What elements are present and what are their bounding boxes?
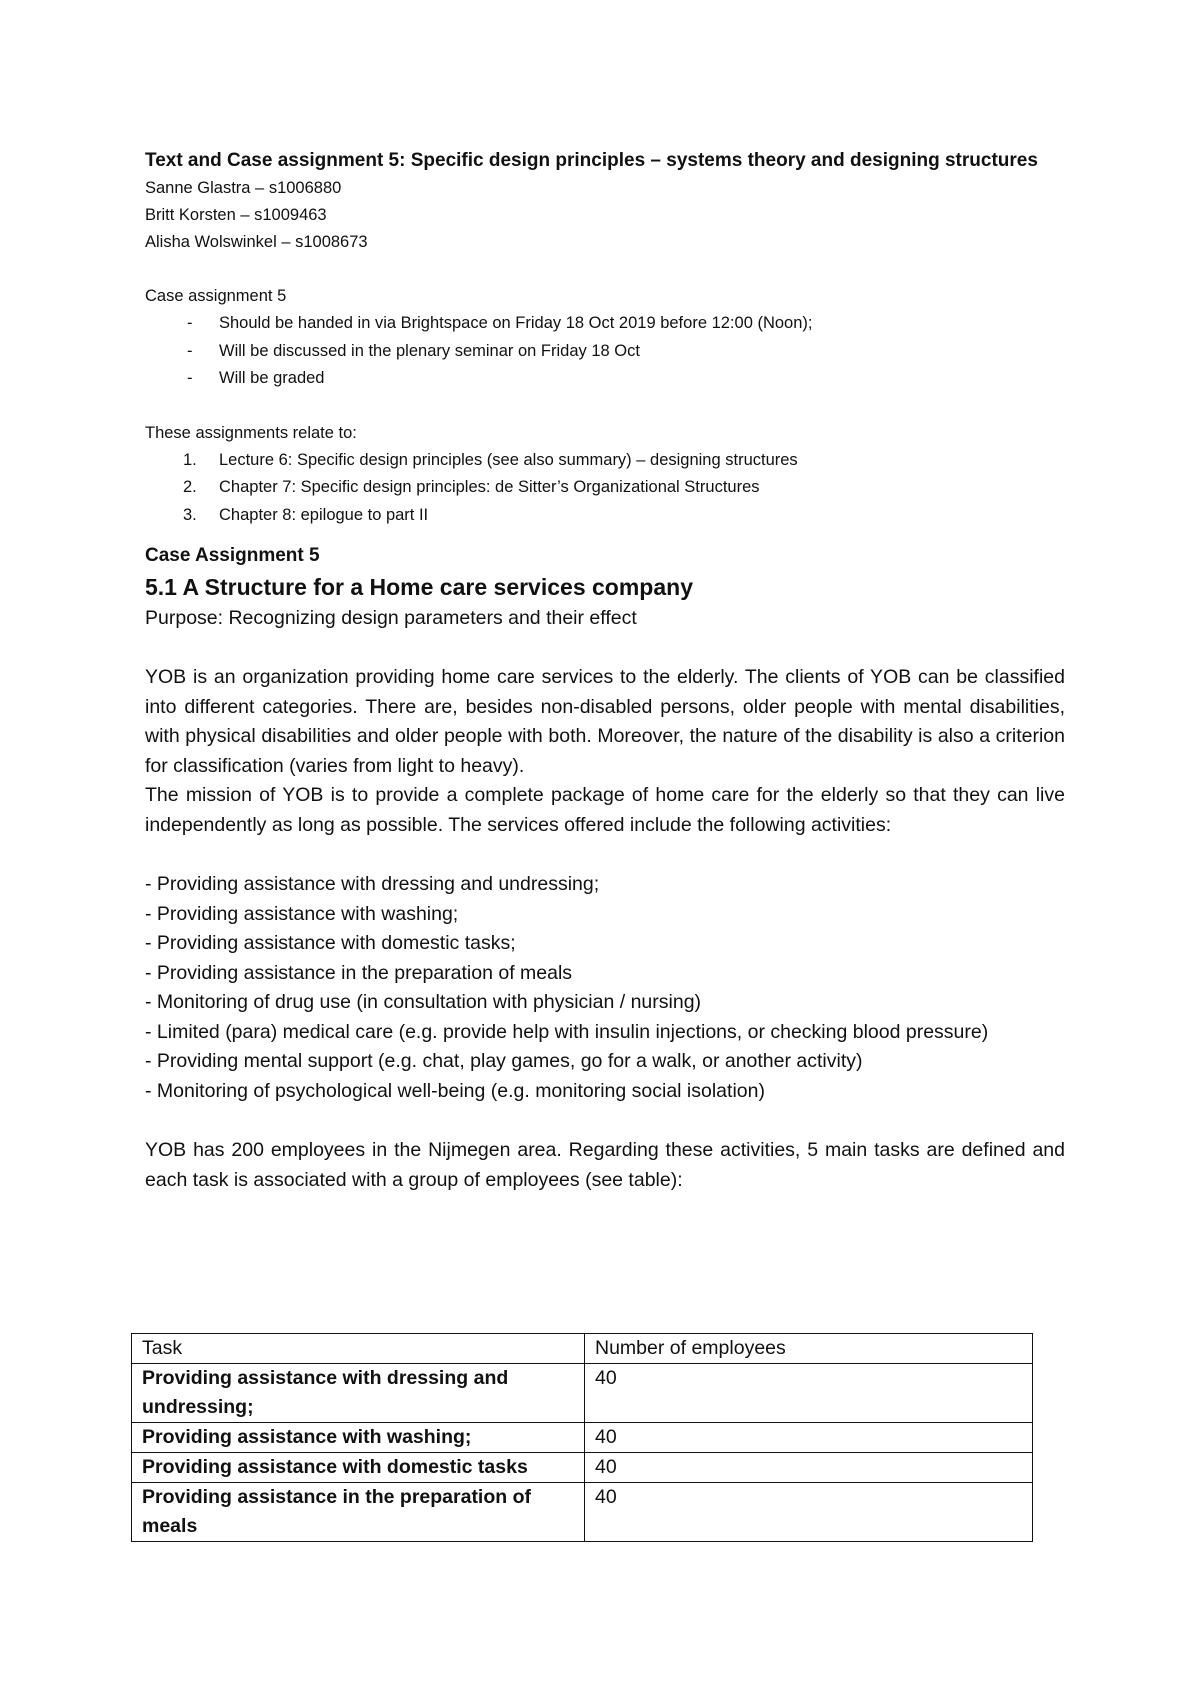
table-header-row <box>132 1334 1033 1364</box>
list-item: - Will be graded <box>145 365 1065 393</box>
relates-list <box>145 447 1065 530</box>
case-info-label: Case assignment 5 <box>145 287 287 305</box>
case-info-list <box>145 310 1065 393</box>
task-cell: Providing assistance in the preparation of meals <box>132 1483 585 1542</box>
relates-label: These assignments relate to: <box>145 423 357 442</box>
count-cell: 40 <box>585 1423 1033 1453</box>
column-header-task: Task <box>132 1334 585 1364</box>
paragraph-mission: The mission of YOB is to provide a complete package of home care for the elderly so that they can live independently as long as possible. The services offered include the following activities: <box>145 784 1065 836</box>
case-heading: Case Assignment 5 <box>145 545 320 566</box>
list-item: - Providing assistance with washing; <box>145 902 459 925</box>
purpose-line: Purpose: Recognizing design parameters and their effect <box>145 607 637 629</box>
count-cell: 40 <box>585 1364 1033 1423</box>
column-header-employees: Number of employees <box>585 1334 1033 1364</box>
author-2: Britt Korsten – s1009463 <box>145 206 327 224</box>
list-item: - Monitoring of psychological well-being (e.g. monitoring social isolation) <box>145 1079 765 1102</box>
document-page <box>145 146 1065 1195</box>
list-item: - Limited (para) medical care (e.g. provide help with insulin injections, or checking blood pressure) <box>145 1020 989 1043</box>
paragraph-clients: YOB is an organization providing home care services to the elderly. The clients of YOB can be classified into different categories. There are, besides non-disabled persons, older people with mental disabilities, with physical disabilities and older people with both. Moreover, the nature of the disability is also a criterion for classification (varies from light to heavy). <box>145 666 1065 777</box>
activities-list <box>145 870 1065 1106</box>
tasks-table <box>131 1333 1033 1542</box>
count-cell: 40 <box>585 1483 1033 1542</box>
paragraph-employees: YOB has 200 employees in the Nijmegen area. Regarding these activities, 5 main tasks are defined and each task is associated with a group of employees (see table): <box>145 1139 1065 1191</box>
list-item: - Monitoring of drug use (in consultation with physician / nursing) <box>145 991 702 1013</box>
task-cell: Providing assistance with domestic tasks <box>132 1453 585 1483</box>
table-row <box>132 1483 1033 1542</box>
count-cell: 40 <box>585 1453 1033 1483</box>
table-row <box>132 1453 1033 1483</box>
list-item: - Providing assistance with dressing and undressing; <box>145 873 600 895</box>
list-item: - Providing assistance with domestic tasks; <box>145 932 516 954</box>
list-item: 3. Chapter 8: epilogue to part II <box>183 505 429 524</box>
list-item: - Should be handed in via Brightspace on Friday 18 Oct 2019 before 12:00 (Noon); <box>145 310 1065 338</box>
document-title: Text and Case assignment 5: Specific design principles – systems theory and designing structures <box>145 150 1038 171</box>
section-title: 5.1 A Structure for a Home care services company <box>145 574 693 600</box>
table-row <box>132 1364 1033 1423</box>
list-item: 2. Chapter 7: Specific design principles: de Sitter’s Organizational Structures <box>183 478 760 496</box>
author-1: Sanne Glastra – s1006880 <box>145 179 342 197</box>
list-item: - Will be discussed in the plenary seminar on Friday 18 Oct <box>145 338 1065 366</box>
list-item: - Providing assistance in the preparation of meals <box>145 961 573 984</box>
author-3: Alisha Wolswinkel – s1008673 <box>145 233 368 251</box>
task-cell: Providing assistance with washing; <box>132 1423 585 1453</box>
list-item: 1. Lecture 6: Specific design principles (see also summary) – designing structures <box>183 450 798 469</box>
task-cell: Providing assistance with dressing and undressing; <box>132 1364 585 1423</box>
list-item: - Providing mental support (e.g. chat, play games, go for a walk, or another activity) <box>145 1050 863 1072</box>
table-row <box>132 1423 1033 1453</box>
